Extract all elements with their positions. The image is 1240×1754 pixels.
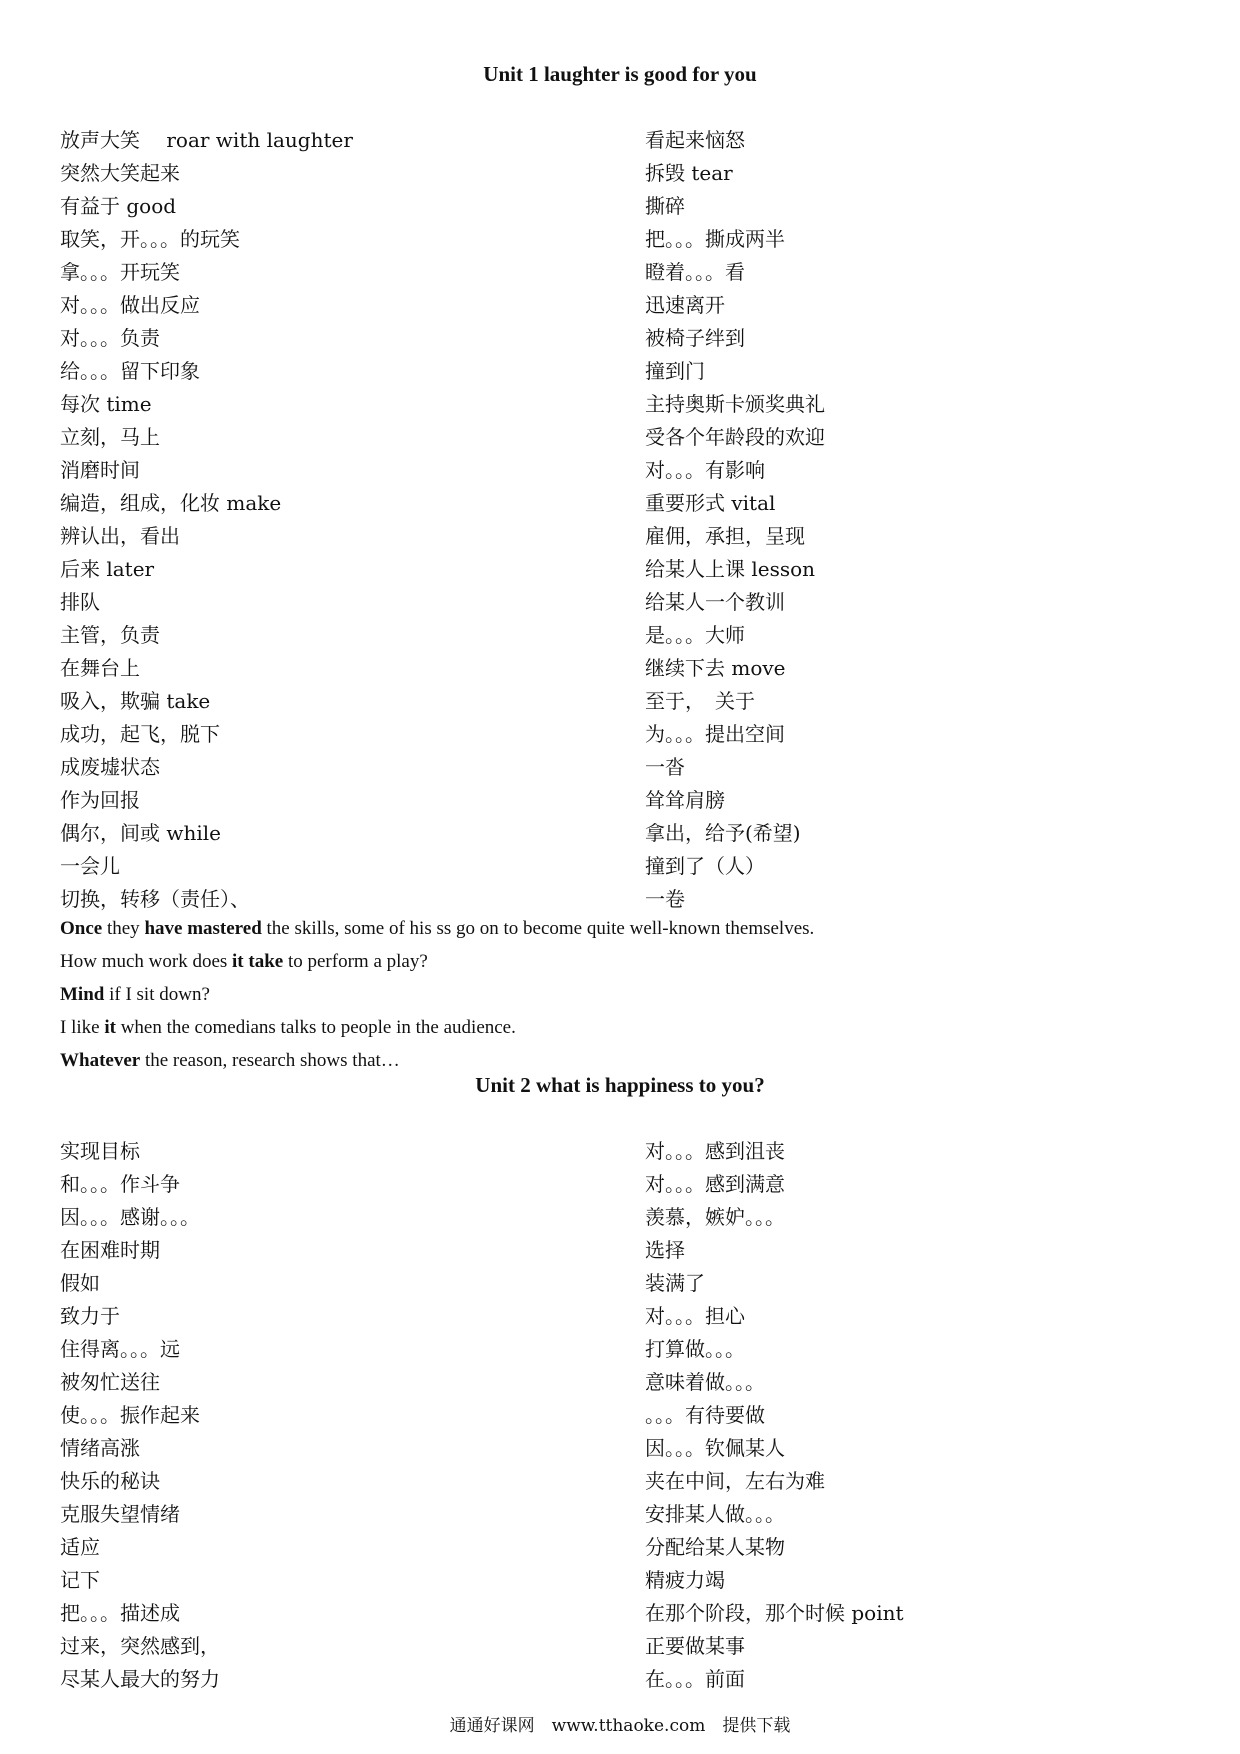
key-sentence xyxy=(60,978,1180,1011)
unit-2-title: Unit 2 what is happiness to you? xyxy=(475,1073,765,1097)
unit-1-left-item: 后来 later xyxy=(60,557,155,581)
unit-1-right-item: 一沓 xyxy=(645,755,685,779)
sentence-segment: they xyxy=(102,918,145,939)
sentence-segment: if I sit down? xyxy=(104,984,210,1005)
unit-1-left-item: 每次 time xyxy=(60,392,152,416)
unit-2-left-item: 因。。。感谢。。。 xyxy=(60,1205,200,1229)
unit-2-right-item: 羡慕，嫉妒。。。 xyxy=(645,1205,785,1229)
unit-1-left-item: 立刻，马上 xyxy=(60,425,160,449)
unit-1-right-item: 至于， 关于 xyxy=(645,689,755,713)
key-sentence xyxy=(60,912,1180,945)
unit-2-right-item: 分配给某人某物 xyxy=(645,1535,785,1559)
unit-1-right-item: 受各个年龄段的欢迎 xyxy=(645,425,825,449)
unit-2-right-item: 因。。。钦佩某人 xyxy=(645,1436,785,1460)
unit-2-left-item: 住得离。。。远 xyxy=(60,1337,180,1361)
unit-2-left-item: 记下 xyxy=(60,1568,100,1592)
sentence-segment: to perform a play? xyxy=(283,951,428,972)
unit-1-right-item: 给某人一个教训 xyxy=(645,590,785,614)
page-footer: 通通好课网 www.tthaoke.com 提供下载 xyxy=(449,1716,791,1736)
unit-1-left-item: 排队 xyxy=(60,590,100,614)
unit-1-right-item: 撕碎 xyxy=(645,194,685,218)
unit-1-right-item: 撞到门 xyxy=(645,359,705,383)
unit-1-left-item: 给。。。留下印象 xyxy=(60,359,200,383)
unit-1-left-item: 取笑，开。。。的玩笑 xyxy=(60,227,240,251)
unit-1-left-item: 消磨时间 xyxy=(60,458,140,482)
unit-2-left-item: 在困难时期 xyxy=(60,1238,160,1262)
unit-1-left-item: 一会儿 xyxy=(60,854,120,878)
unit-2-left-item: 快乐的秘诀 xyxy=(60,1469,160,1493)
unit-2-left-item: 情绪高涨 xyxy=(60,1436,140,1460)
unit-1-left-item: 偶尔，间或 while xyxy=(60,821,221,845)
unit-2-left-item: 假如 xyxy=(60,1271,100,1295)
unit-2-left-item: 实现目标 xyxy=(60,1139,140,1163)
unit-1-left-item: 在舞台上 xyxy=(60,656,140,680)
unit-1-left-item: 拿。。。开玩笑 xyxy=(60,260,180,284)
unit-2-left-item: 尽某人最大的努力 xyxy=(60,1667,220,1691)
unit-2-right-item: 安排某人做。。。 xyxy=(645,1502,785,1526)
unit-1-right-item: 对。。。有影响 xyxy=(645,458,765,482)
unit-1-left-item: 对。。。做出反应 xyxy=(60,293,200,317)
unit-1-left-item: 作为回报 xyxy=(60,788,140,812)
unit-1-right-item: 一卷 xyxy=(645,887,685,911)
unit-2-left-item: 把。。。描述成 xyxy=(60,1601,180,1625)
sentence-bold-segment: Mind xyxy=(60,984,105,1005)
unit-1-right-column xyxy=(645,124,825,916)
unit-1-right-item: 雇佣，承担，呈现 xyxy=(645,524,805,548)
unit-2-right-item: 。。。有待要做 xyxy=(645,1403,765,1427)
unit-2-right-item: 正要做某事 xyxy=(645,1634,745,1658)
unit-2-right-item: 精疲力竭 xyxy=(645,1568,725,1592)
unit-2-left-item: 和。。。作斗争 xyxy=(60,1172,180,1196)
unit-1-right-item: 拆毁 tear xyxy=(645,161,733,185)
unit-1-left-item: 有益于 good xyxy=(60,194,177,218)
unit-1-right-item: 被椅子绊到 xyxy=(645,326,745,350)
unit-2-right-item: 对。。。担心 xyxy=(645,1304,745,1328)
unit-1-left-item: 编造，组成，化妆 make xyxy=(60,491,282,515)
unit-2-right-item: 对。。。感到满意 xyxy=(645,1172,785,1196)
key-sentence xyxy=(60,1011,1180,1044)
unit-2-right-item: 打算做。。。 xyxy=(645,1337,745,1361)
unit-1-left-item: 吸入，欺骗 take xyxy=(60,689,211,713)
unit-1-right-item: 主持奥斯卡颁奖典礼 xyxy=(645,392,825,416)
unit-1-right-item: 是。。。大师 xyxy=(645,623,745,647)
unit-1-right-item: 迅速离开 xyxy=(645,293,725,317)
unit-1-right-item: 重要形式 vital xyxy=(645,491,776,515)
unit-2-right-item: 选择 xyxy=(645,1238,685,1262)
unit-2-left-item: 被匆忙送往 xyxy=(60,1370,160,1394)
unit-1-left-item: 成废墟状态 xyxy=(60,755,160,779)
unit-2-left-item: 致力于 xyxy=(60,1304,120,1328)
unit-1-left-item: 切换，转移（责任）、 xyxy=(60,887,250,911)
unit-1-right-item: 把。。。撕成两半 xyxy=(645,227,785,251)
unit-1-right-item: 撞到了（人） xyxy=(645,854,765,878)
unit-1-left-item: 主管，负责 xyxy=(60,623,160,647)
unit-2-right-item: 夹在中间，左右为难 xyxy=(645,1469,825,1493)
unit-2-right-item: 意味着做。。。 xyxy=(645,1370,765,1394)
unit-1-left-item: 辨认出，看出 xyxy=(60,524,180,548)
sentence-segment: the skills, some of his ss go on to become quite well-known themselves. xyxy=(261,918,815,939)
unit-2-left-item: 使。。。振作起来 xyxy=(60,1403,200,1427)
sentence-segment: the reason, research shows that… xyxy=(140,1050,400,1071)
unit-2-right-item: 对。。。感到沮丧 xyxy=(645,1139,785,1163)
unit-2-right-item: 在那个阶段，那个时候 point xyxy=(645,1601,904,1625)
unit-2-left-item: 过来，突然感到， xyxy=(60,1634,220,1658)
key-sentence xyxy=(60,945,1180,978)
sentence-bold-segment: have mastered xyxy=(144,918,262,939)
unit-1-right-item: 给某人上课 lesson xyxy=(645,557,816,581)
unit-1-key-sentences xyxy=(60,912,1180,1077)
unit-1-left-item: 对。。。负责 xyxy=(60,326,160,350)
unit-2-left-item: 适应 xyxy=(60,1535,100,1559)
sentence-segment: I like xyxy=(60,1017,105,1038)
unit-1-right-item: 拿出，给予(希望) xyxy=(645,821,801,845)
unit-1-right-item: 瞪着。。。看 xyxy=(645,260,745,284)
unit-1-left-item: 放声大笑 roar with laughter xyxy=(60,128,353,152)
sentence-segment: How much work does xyxy=(60,951,233,972)
unit-1-right-item: 看起来恼怒 xyxy=(645,128,745,152)
unit-2-left-item: 克服失望情绪 xyxy=(60,1502,180,1526)
unit-2-right-item: 装满了 xyxy=(645,1271,705,1295)
sentence-bold-segment: Once xyxy=(60,918,103,939)
unit-2-left-column xyxy=(60,1135,220,1696)
unit-1-left-column xyxy=(60,124,353,916)
unit-1-right-item: 为。。。提出空间 xyxy=(645,722,785,746)
unit-1-right-item: 继续下去 move xyxy=(645,656,786,680)
sentence-segment: when the comedians talks to people in the audience. xyxy=(115,1017,516,1038)
unit-2-right-item: 在。。。前面 xyxy=(645,1667,745,1691)
unit-2-right-column xyxy=(645,1135,904,1696)
unit-1-title: Unit 1 laughter is good for you xyxy=(483,62,757,86)
unit-1-right-item: 耸耸肩膀 xyxy=(645,788,725,812)
unit-1-left-item: 成功，起飞，脱下 xyxy=(60,722,220,746)
sentence-bold-segment: it xyxy=(104,1017,116,1038)
sentence-bold-segment: it take xyxy=(232,951,284,972)
sentence-bold-segment: Whatever xyxy=(60,1050,141,1071)
unit-1-left-item: 突然大笑起来 xyxy=(60,161,180,185)
